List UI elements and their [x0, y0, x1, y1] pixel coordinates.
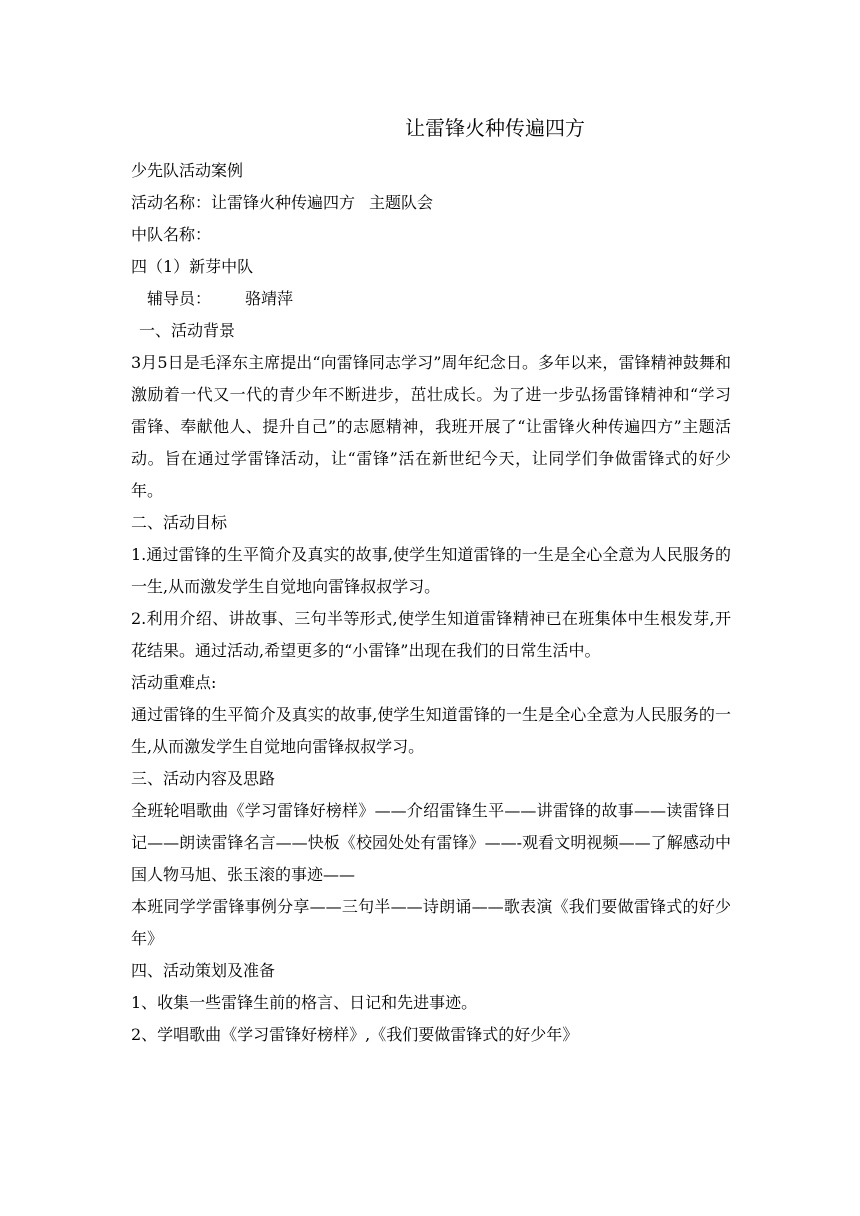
goal-2-paragraph: 2.利用介绍、讲故事、三句半等形式,使学生知道雷锋精神已在班集体中生根发芽,开花结果。通过活动,希望更多的“小雷锋”出现在我们的日常生活中。	[131, 609, 731, 660]
activity-name-label: 活动名称：	[131, 193, 212, 212]
activity-name-suffix: 主题队会	[369, 193, 434, 212]
squad-label-line: 中队名称：	[131, 225, 212, 244]
activity-name-value: 让雷锋火种传遍四方	[211, 193, 356, 212]
section-3-heading: 三、活动内容及思路	[131, 769, 276, 788]
document-title: 让雷锋火种传遍四方	[405, 116, 585, 140]
section-1-heading: 一、活动背景	[139, 321, 236, 340]
counselor-line	[131, 283, 731, 315]
prep-item-2: 2、学唱歌曲《学习雷锋好榜样》,《我们要做雷锋式的好少年》	[131, 1025, 579, 1044]
section-4-heading: 四、活动策划及准备	[131, 961, 276, 980]
flow-paragraph-1: 全班轮唱歌曲《学习雷锋好榜样》——介绍雷锋生平——讲雷锋的故事——读雷锋日记——朗读雷锋名言——快板《校园处处有雷锋》——-观看文明视频——了解感动中国人物马旭、张玉滚的事迹——	[131, 801, 731, 884]
section-1-body: 3月5日是毛泽东主席提出“向雷锋同志学习”周年纪念日。多年以来，雷锋精神鼓舞和激励着一代又一代的青少年不断进步，茁壮成长。为了进一步弘扬雷锋精神和“学习雷锋、奉献他人、提升自己”的志愿精神，我班开展了“让雷锋火种传遍四方”主题活动。旨在通过学雷锋活动，让“雷锋”活在新世纪今天，让同学们争做雷锋式的好少年。	[131, 353, 731, 500]
category-line: 少先队活动案例	[131, 161, 244, 180]
goal-1-paragraph: 1.通过雷锋的生平简介及真实的故事,使学生知道雷锋的一生是全心全意为人民服务的一生,从而激发学生自觉地向雷锋叔叔学习。	[131, 545, 731, 596]
squad-value-line: 四（1）新芽中队	[131, 257, 254, 276]
prep-item-1: 1、收集一些雷锋生前的格言、日记和先进事迹。	[131, 993, 478, 1012]
section-2-heading: 二、活动目标	[131, 513, 228, 532]
counselor-label: 辅导员：	[147, 289, 212, 308]
document-body	[131, 155, 731, 1051]
activity-name-line	[131, 187, 731, 219]
counselor-value: 骆靖萍	[245, 289, 294, 308]
key-points-body: 通过雷锋的生平简介及真实的故事,使学生知道雷锋的一生是全心全意为人民服务的一生,从而激发学生自觉地向雷锋叔叔学习。	[131, 705, 731, 756]
flow-paragraph-2: 本班同学学雷锋事例分享——三句半——诗朗诵——歌表演《我们要做雷锋式的好少年》	[131, 897, 731, 948]
key-points-label: 活动重难点:	[131, 673, 217, 692]
